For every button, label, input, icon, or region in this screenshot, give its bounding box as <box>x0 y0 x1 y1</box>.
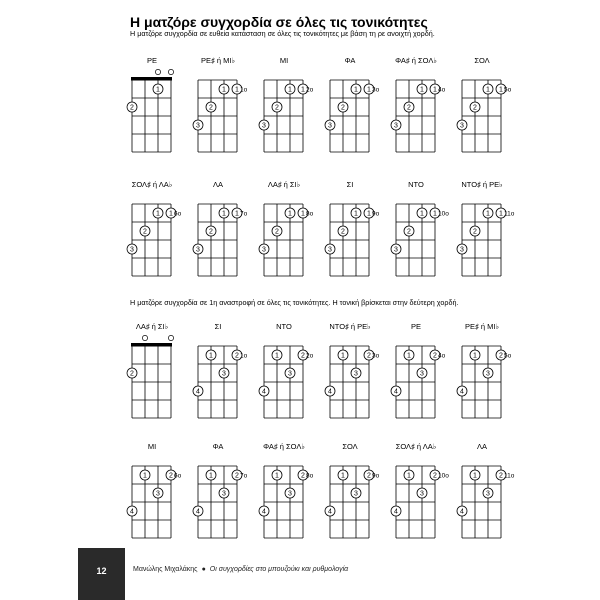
fret-position-label: 9ο <box>372 210 380 218</box>
finger-number: 1 <box>486 210 490 218</box>
chord-name: ΣΙ <box>214 322 222 331</box>
fret-position-label: 8ο <box>306 472 314 480</box>
finger-number: 3 <box>288 490 292 498</box>
chord-name: ΝΤΟ♯ ή ΡΕ♭ <box>461 180 503 189</box>
chord-diagram <box>393 56 445 174</box>
chord-diagram <box>327 322 379 440</box>
page-number: 12 <box>96 566 107 576</box>
chord-diagram <box>261 180 313 298</box>
chord-diagram <box>129 56 181 174</box>
fret-position-label: 4ο <box>438 352 446 360</box>
finger-number: 4 <box>262 388 266 396</box>
fretboard <box>396 56 456 174</box>
fret-position-label: 5ο <box>504 352 512 360</box>
finger-number: 1 <box>222 210 226 218</box>
page-number-tab <box>78 548 125 600</box>
fret-position-label: 11ο <box>504 210 515 218</box>
finger-number: 2 <box>433 472 437 480</box>
finger-number: 1 <box>499 210 503 218</box>
finger-number: 2 <box>341 228 345 236</box>
nut-bar <box>131 343 172 347</box>
finger-number: 3 <box>394 122 398 130</box>
finger-number: 4 <box>196 508 200 516</box>
fret-position-label: 10ο <box>438 472 449 480</box>
finger-number: 4 <box>394 388 398 396</box>
finger-number: 3 <box>394 246 398 254</box>
fret-position-label: 7ο <box>240 210 248 218</box>
chord-name: ΝΤΟ <box>276 322 292 331</box>
chord-name: ΜΙ <box>147 442 157 451</box>
finger-number: 2 <box>235 472 239 480</box>
fretboard <box>198 56 258 174</box>
fretboard <box>132 56 192 174</box>
chord-name: ΦΑ♯ ή ΣΟΛ♭ <box>395 56 437 65</box>
chord-diagram <box>327 56 379 174</box>
finger-number: 3 <box>222 370 226 378</box>
chord-diagram <box>129 322 181 440</box>
fretboard <box>462 56 522 174</box>
fretboard <box>396 180 456 298</box>
fret-position-label: 7ο <box>240 472 248 480</box>
chord-diagram <box>327 442 379 560</box>
finger-number: 2 <box>367 472 371 480</box>
fretboard <box>330 56 390 174</box>
finger-number: 2 <box>499 472 503 480</box>
finger-number: 4 <box>262 508 266 516</box>
finger-number: 1 <box>275 472 279 480</box>
finger-number: 4 <box>130 508 134 516</box>
finger-number: 1 <box>354 86 358 94</box>
open-string-marker <box>168 335 173 340</box>
finger-number: 2 <box>433 352 437 360</box>
finger-number: 2 <box>143 228 147 236</box>
finger-number: 1 <box>354 210 358 218</box>
finger-number: 1 <box>156 210 160 218</box>
fretboard <box>264 180 324 298</box>
finger-number: 3 <box>486 370 490 378</box>
finger-number: 2 <box>130 370 134 378</box>
finger-number: 1 <box>420 86 424 94</box>
chord-name: ΡΕ <box>146 56 157 65</box>
finger-number: 2 <box>473 228 477 236</box>
fretboard <box>330 322 390 440</box>
finger-number: 1 <box>367 210 371 218</box>
chord-name: ΛΑ♯ ή ΣΙ♭ <box>135 322 169 331</box>
fret-position-label: 2ο <box>306 86 314 94</box>
fretboard <box>396 442 456 560</box>
chord-name: ΣΙ <box>346 180 354 189</box>
chord-name: ΛΑ <box>476 442 487 451</box>
chord-name: ΣΟΛ♯ ή ΛΑ♭ <box>395 442 437 451</box>
chord-name: ΝΤΟ <box>408 180 424 189</box>
footer-book-title: Οι συγχορδίες στο μπουζούκι και ρυθμολογία <box>209 566 349 573</box>
chord-diagram <box>393 442 449 560</box>
chord-diagram <box>129 442 181 560</box>
chord-diagram <box>261 322 313 440</box>
fretboard <box>330 180 390 298</box>
chord-diagram <box>261 442 313 560</box>
finger-number: 1 <box>433 210 437 218</box>
chord-name: ΜΙ <box>279 56 289 65</box>
chord-name: ΣΟΛ <box>474 56 490 65</box>
chord-name: ΣΟΛ♯ ή ΛΑ♭ <box>131 180 173 189</box>
finger-number: 3 <box>262 246 266 254</box>
finger-number: 4 <box>460 508 464 516</box>
finger-number: 1 <box>341 352 345 360</box>
fret-position-label: 4ο <box>438 86 446 94</box>
footer <box>133 566 348 573</box>
finger-number: 2 <box>473 104 477 112</box>
fretboard <box>132 180 192 298</box>
fretboard <box>198 322 258 440</box>
chord-name: ΛΑ <box>212 180 223 189</box>
finger-number: 3 <box>262 122 266 130</box>
fret-position-label: 1ο <box>240 86 248 94</box>
page-title: Η ματζόρε συγχορδία σε όλες τις τονικότητες <box>130 14 428 30</box>
finger-number: 4 <box>460 388 464 396</box>
finger-number: 1 <box>407 472 411 480</box>
chord-diagram <box>195 442 247 560</box>
open-string-marker <box>168 69 173 74</box>
chord-diagram <box>459 442 515 560</box>
finger-number: 1 <box>433 86 437 94</box>
chord-diagram <box>393 180 449 298</box>
chord-name: ΝΤΟ♯ ή ΡΕ♭ <box>329 322 371 331</box>
fret-position-label: 6ο <box>174 210 182 218</box>
fretboard <box>264 56 324 174</box>
finger-number: 2 <box>407 228 411 236</box>
finger-number: 2 <box>209 104 213 112</box>
open-string-marker <box>142 335 147 340</box>
finger-number: 1 <box>407 352 411 360</box>
finger-number: 2 <box>275 104 279 112</box>
finger-number: 1 <box>156 86 160 94</box>
finger-number: 3 <box>328 122 332 130</box>
finger-number: 1 <box>275 352 279 360</box>
finger-number: 3 <box>354 490 358 498</box>
finger-number: 1 <box>420 210 424 218</box>
finger-number: 1 <box>341 472 345 480</box>
chord-name: ΦΑ♯ ή ΣΟΛ♭ <box>263 442 305 451</box>
fret-position-label: 6ο <box>174 472 182 480</box>
fret-position-label: 5ο <box>504 86 512 94</box>
finger-number: 2 <box>130 104 134 112</box>
chord-diagram <box>195 322 247 440</box>
finger-number: 1 <box>235 210 239 218</box>
finger-number: 2 <box>301 472 305 480</box>
finger-number: 3 <box>354 370 358 378</box>
finger-number: 3 <box>222 490 226 498</box>
finger-number: 1 <box>209 352 213 360</box>
chord-diagram <box>327 180 379 298</box>
finger-number: 3 <box>460 246 464 254</box>
finger-number: 3 <box>130 246 134 254</box>
finger-number: 3 <box>288 370 292 378</box>
footer-bullet: ● <box>201 566 206 573</box>
chord-name: ΦΑ <box>344 56 356 65</box>
chord-diagram <box>195 56 247 174</box>
fretboard <box>462 442 522 560</box>
finger-number: 2 <box>499 352 503 360</box>
chord-name: ΡΕ♯ ή ΜΙ♭ <box>465 322 499 331</box>
finger-number: 1 <box>301 210 305 218</box>
section-2-note: Η ματζόρε συγχορδία σε 1η αναστροφή σε όλες τις τονικότητες. Η τονική βρίσκεται στην δεύτερη χορδή. <box>130 298 459 307</box>
chord-diagram <box>261 56 313 174</box>
finger-number: 1 <box>473 472 477 480</box>
fretboard <box>462 322 522 440</box>
fret-position-label: 9ο <box>372 472 380 480</box>
finger-number: 1 <box>367 86 371 94</box>
chord-name: ΣΟΛ <box>342 442 358 451</box>
fretboard <box>462 180 522 298</box>
chord-name: ΡΕ <box>410 322 421 331</box>
chord-name: ΦΑ <box>212 442 224 451</box>
fretboard <box>330 442 390 560</box>
finger-number: 1 <box>473 352 477 360</box>
finger-number: 2 <box>235 352 239 360</box>
finger-number: 3 <box>196 246 200 254</box>
finger-number: 2 <box>407 104 411 112</box>
fret-position-label: 3ο <box>372 86 380 94</box>
finger-number: 3 <box>460 122 464 130</box>
fretboard <box>264 322 324 440</box>
finger-number: 3 <box>328 246 332 254</box>
finger-number: 4 <box>394 508 398 516</box>
fretboard <box>198 442 258 560</box>
finger-number: 2 <box>341 104 345 112</box>
fretboard <box>132 442 192 560</box>
open-string-marker <box>155 69 160 74</box>
finger-number: 2 <box>367 352 371 360</box>
finger-number: 2 <box>209 228 213 236</box>
chord-name: ΡΕ♯ ή ΜΙ♭ <box>201 56 235 65</box>
fretboard <box>132 322 192 440</box>
fret-position-label: 3ο <box>372 352 380 360</box>
finger-number: 3 <box>420 490 424 498</box>
chord-diagram <box>393 322 445 440</box>
finger-number: 4 <box>328 388 332 396</box>
finger-number: 2 <box>301 352 305 360</box>
finger-number: 3 <box>420 370 424 378</box>
fret-position-label: 2ο <box>306 352 314 360</box>
finger-number: 1 <box>169 210 173 218</box>
chord-diagram <box>129 180 181 298</box>
fretboard <box>198 180 258 298</box>
chord-diagram <box>195 180 247 298</box>
chord-diagram <box>459 322 511 440</box>
chord-diagram <box>459 180 515 298</box>
finger-number: 1 <box>209 472 213 480</box>
chord-diagram <box>459 56 511 174</box>
fret-position-label: 11ο <box>504 472 515 480</box>
finger-number: 1 <box>235 86 239 94</box>
finger-number: 1 <box>288 210 292 218</box>
chord-name: ΛΑ♯ ή ΣΙ♭ <box>267 180 301 189</box>
finger-number: 1 <box>301 86 305 94</box>
nut-bar <box>131 77 172 81</box>
finger-number: 1 <box>222 86 226 94</box>
finger-number: 3 <box>196 122 200 130</box>
fret-position-label: 8ο <box>306 210 314 218</box>
finger-number: 2 <box>275 228 279 236</box>
finger-number: 4 <box>328 508 332 516</box>
finger-number: 1 <box>486 86 490 94</box>
finger-number: 3 <box>486 490 490 498</box>
finger-number: 4 <box>196 388 200 396</box>
fret-position-label: 10ο <box>438 210 449 218</box>
finger-number: 3 <box>156 490 160 498</box>
finger-number: 1 <box>288 86 292 94</box>
finger-number: 1 <box>499 86 503 94</box>
footer-author: Μανώλης Μιχαλάκης <box>133 566 198 573</box>
fretboard <box>396 322 456 440</box>
finger-number: 2 <box>169 472 173 480</box>
finger-number: 1 <box>143 472 147 480</box>
fretboard <box>264 442 324 560</box>
fret-position-label: 1ο <box>240 352 248 360</box>
section-1-note: Η ματζόρε συγχορδία σε ευθεία κατάσταση σε όλες τις τονικότητες με βάση τη ρε ανοιχτή χορδή. <box>130 29 435 38</box>
